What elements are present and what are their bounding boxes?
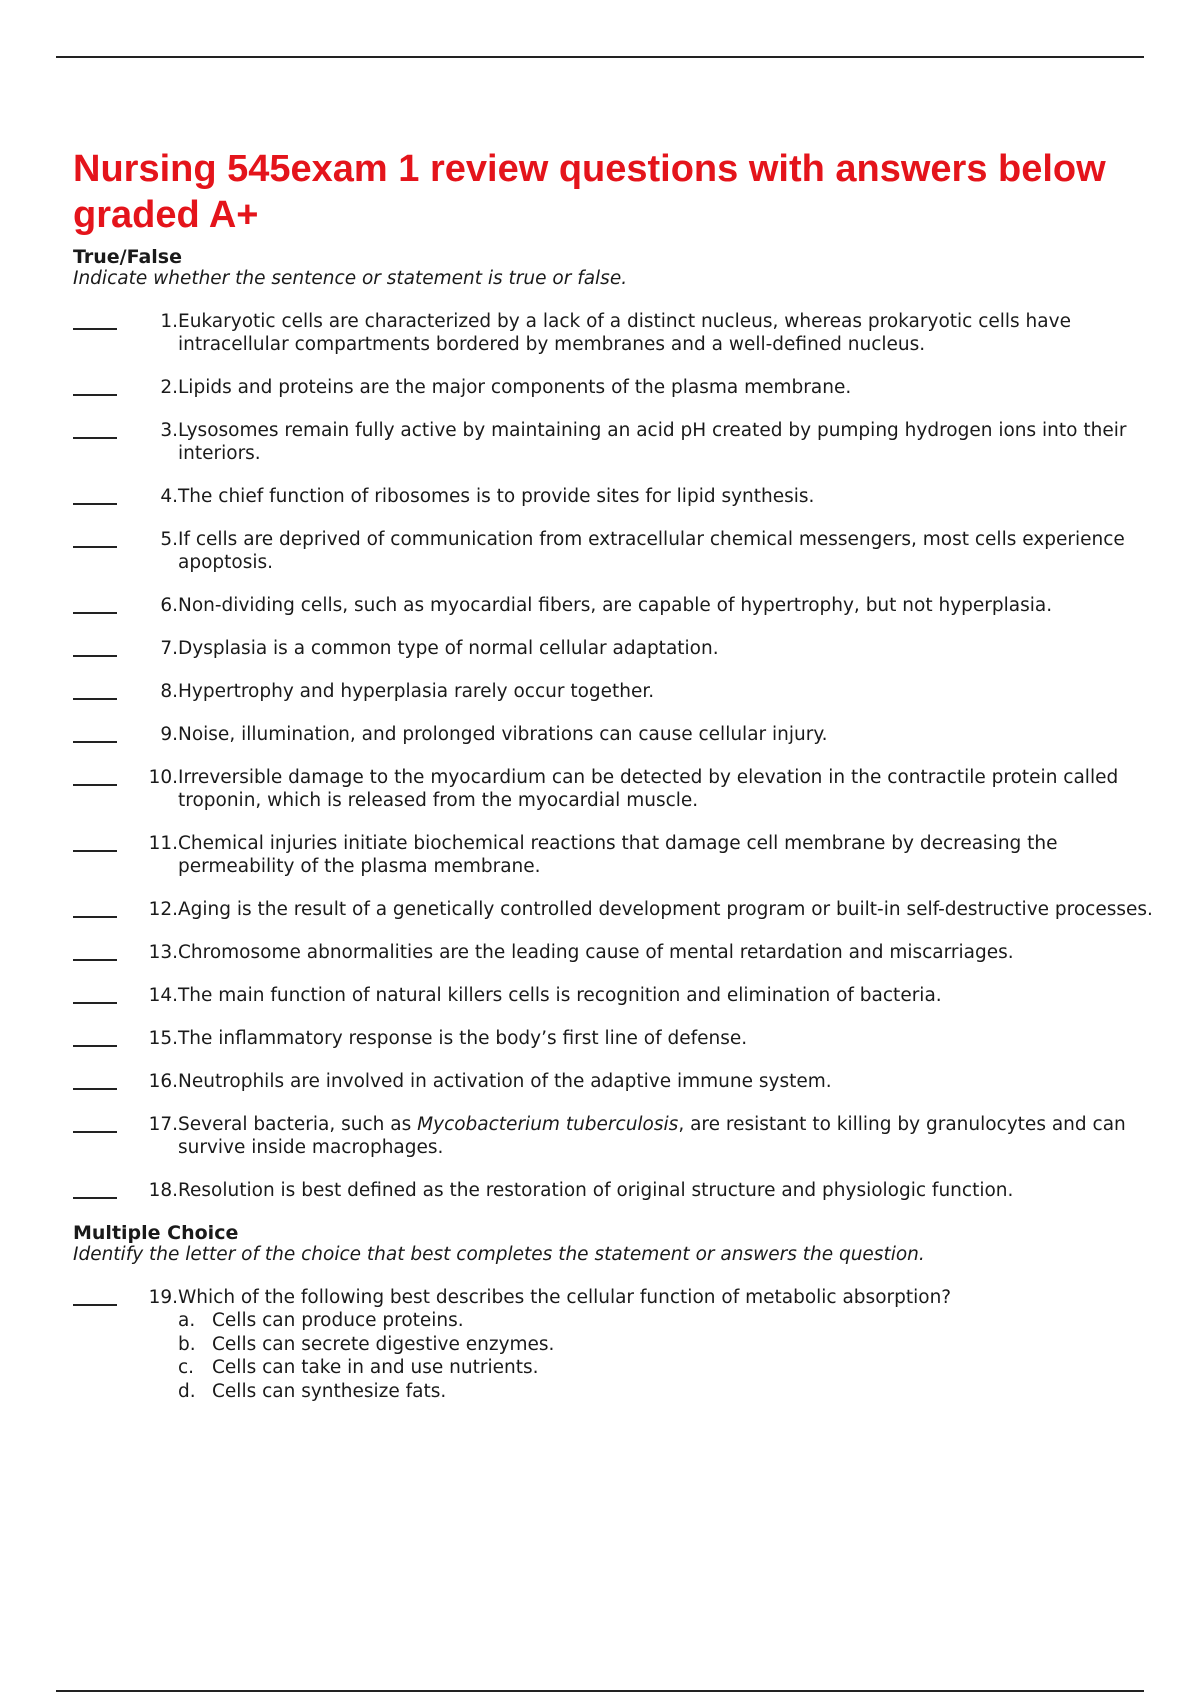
document-body (73, 146, 1173, 1423)
question-text: Aging is the result of a genetically controlled development program or built-in self-destructive processes. (178, 899, 1153, 920)
answer-blank[interactable] (73, 437, 117, 439)
question-number: 12. (148, 899, 178, 920)
question-text: Lipids and proteins are the major components of the plasma membrane. (178, 377, 852, 398)
answer-blank[interactable] (73, 1197, 117, 1199)
answer-blank[interactable] (73, 1002, 117, 1004)
choice-item (178, 1333, 1173, 1357)
answer-blank[interactable] (73, 698, 117, 700)
choice-letter: c. (178, 1357, 195, 1378)
bottom-rule (56, 1690, 1144, 1692)
question-text: The main function of natural killers cells is recognition and elimination of bacteria. (178, 985, 942, 1006)
question-item (73, 376, 1173, 399)
multiple-choice-section (73, 1222, 1173, 1403)
question-text: Irreversible damage to the myocardium can be detected by elevation in the contractile protein called troponin, which is released from the myocardial muscle. (178, 767, 1119, 811)
question-text: If cells are deprived of communication from extracellular chemical messengers, most cells experience apoptosis. (178, 529, 1125, 573)
answer-blank[interactable] (73, 1088, 117, 1090)
question-text-part: Several bacteria, such as (178, 1114, 418, 1135)
question-text: The inflammatory response is the body’s first line of defense. (178, 1028, 748, 1049)
answer-blank[interactable] (73, 503, 117, 505)
question-text-part: , are resistant to killing by granulocytes and can survive inside macrophages. (178, 1114, 1126, 1158)
question-item (73, 766, 1173, 812)
question-number: 13. (148, 942, 178, 963)
answer-blank[interactable] (73, 394, 117, 396)
answer-blank[interactable] (73, 1045, 117, 1047)
question-text: Resolution is best defined as the restoration of original structure and physiologic function. (178, 1180, 1014, 1201)
answer-blank[interactable] (73, 1304, 117, 1306)
section-heading: Multiple Choice (73, 1222, 239, 1244)
question-text: Noise, illumination, and prolonged vibrations can cause cellular injury. (178, 724, 828, 745)
top-rule (56, 56, 1144, 58)
question-number: 1. (160, 311, 178, 332)
question-text: Lysosomes remain fully active by maintaining an acid pH created by pumping hydrogen ions into their interiors. (178, 420, 1127, 464)
choice-item (178, 1309, 1173, 1333)
question-item (73, 419, 1173, 465)
true-false-section (73, 246, 1173, 1202)
answer-blank[interactable] (73, 959, 117, 961)
choice-text: Cells can synthesize fats. (212, 1380, 447, 1402)
answer-blank[interactable] (73, 916, 117, 918)
question-text: The chief function of ribosomes is to provide sites for lipid synthesis. (178, 486, 815, 507)
answer-blank[interactable] (73, 784, 117, 786)
question-number: 14. (148, 985, 178, 1006)
question-text: Chemical injuries initiate biochemical reactions that damage cell membrane by decreasing the permeability of the plasma membrane. (178, 833, 1058, 877)
question-item (73, 723, 1173, 746)
question-item (73, 898, 1173, 921)
choice-item (178, 1380, 1173, 1404)
question-number: 6. (160, 595, 178, 616)
choice-letter: a. (178, 1310, 196, 1331)
section-instruction: Identify the letter of the choice that best completes the statement or answers the question. (73, 1244, 925, 1265)
question-number: 19. (148, 1287, 178, 1308)
question-item (73, 680, 1173, 703)
question-item (73, 1179, 1173, 1202)
question-item (73, 1286, 1173, 1403)
question-number: 4. (160, 486, 178, 507)
choice-letter: d. (178, 1380, 196, 1402)
question-number: 10. (148, 767, 178, 788)
choice-item (178, 1356, 1173, 1380)
question-number: 8. (160, 681, 178, 702)
question-text: Eukaryotic cells are characterized by a lack of a distinct nucleus, whereas prokaryotic cells have intracellular compartments bordered by membranes and a well-defined nucleus. (178, 311, 1071, 355)
question-text: Hypertrophy and hyperplasia rarely occur together. (178, 681, 655, 702)
question-item (73, 310, 1173, 356)
question-text (178, 1114, 1126, 1158)
question-item (73, 832, 1173, 878)
choice-text: Cells can produce proteins. (212, 1310, 464, 1331)
question-number: 11. (148, 833, 178, 854)
answer-blank[interactable] (73, 1131, 117, 1133)
species-name: Mycobacterium tuberculosis (417, 1114, 679, 1135)
question-text: Neutrophils are involved in activation of the adaptive immune system. (178, 1071, 832, 1092)
question-number: 16. (148, 1071, 178, 1092)
choice-list (133, 1309, 1173, 1403)
page-title: Nursing 545exam 1 review questions with answers below graded A+ (73, 148, 1106, 236)
answer-blank[interactable] (73, 546, 117, 548)
choice-letter: b. (178, 1333, 196, 1355)
question-item (73, 528, 1173, 574)
question-text: Non-dividing cells, such as myocardial fibers, are capable of hypertrophy, but not hyperplasia. (178, 595, 1053, 616)
question-item (73, 485, 1173, 508)
question-text: Dysplasia is a common type of normal cellular adaptation. (178, 638, 719, 659)
answer-blank[interactable] (73, 741, 117, 743)
question-item (73, 1070, 1173, 1093)
question-number: 15. (148, 1028, 178, 1049)
question-number: 5. (160, 529, 178, 550)
question-item (73, 941, 1173, 964)
choice-text: Cells can secrete digestive enzymes. (212, 1333, 555, 1355)
question-number: 17. (148, 1114, 178, 1135)
section-instruction: Indicate whether the sentence or statement is true or false. (73, 268, 628, 289)
question-item (73, 594, 1173, 617)
section-heading: True/False (73, 246, 182, 268)
choice-text: Cells can take in and use nutrients. (212, 1357, 539, 1378)
question-text: Which of the following best describes the cellular function of metabolic absorption? (178, 1287, 952, 1308)
question-number: 7. (160, 638, 178, 659)
question-item (73, 1027, 1173, 1050)
question-number: 18. (148, 1180, 178, 1201)
question-number: 2. (160, 377, 178, 398)
answer-blank[interactable] (73, 612, 117, 614)
question-text: Chromosome abnormalities are the leading cause of mental retardation and miscarriages. (178, 942, 1014, 963)
answer-blank[interactable] (73, 328, 117, 330)
question-item (73, 1113, 1173, 1159)
answer-blank[interactable] (73, 850, 117, 852)
question-item (73, 984, 1173, 1007)
question-item (73, 637, 1173, 660)
question-number: 9. (160, 724, 178, 745)
answer-blank[interactable] (73, 655, 117, 657)
question-number: 3. (160, 420, 178, 441)
